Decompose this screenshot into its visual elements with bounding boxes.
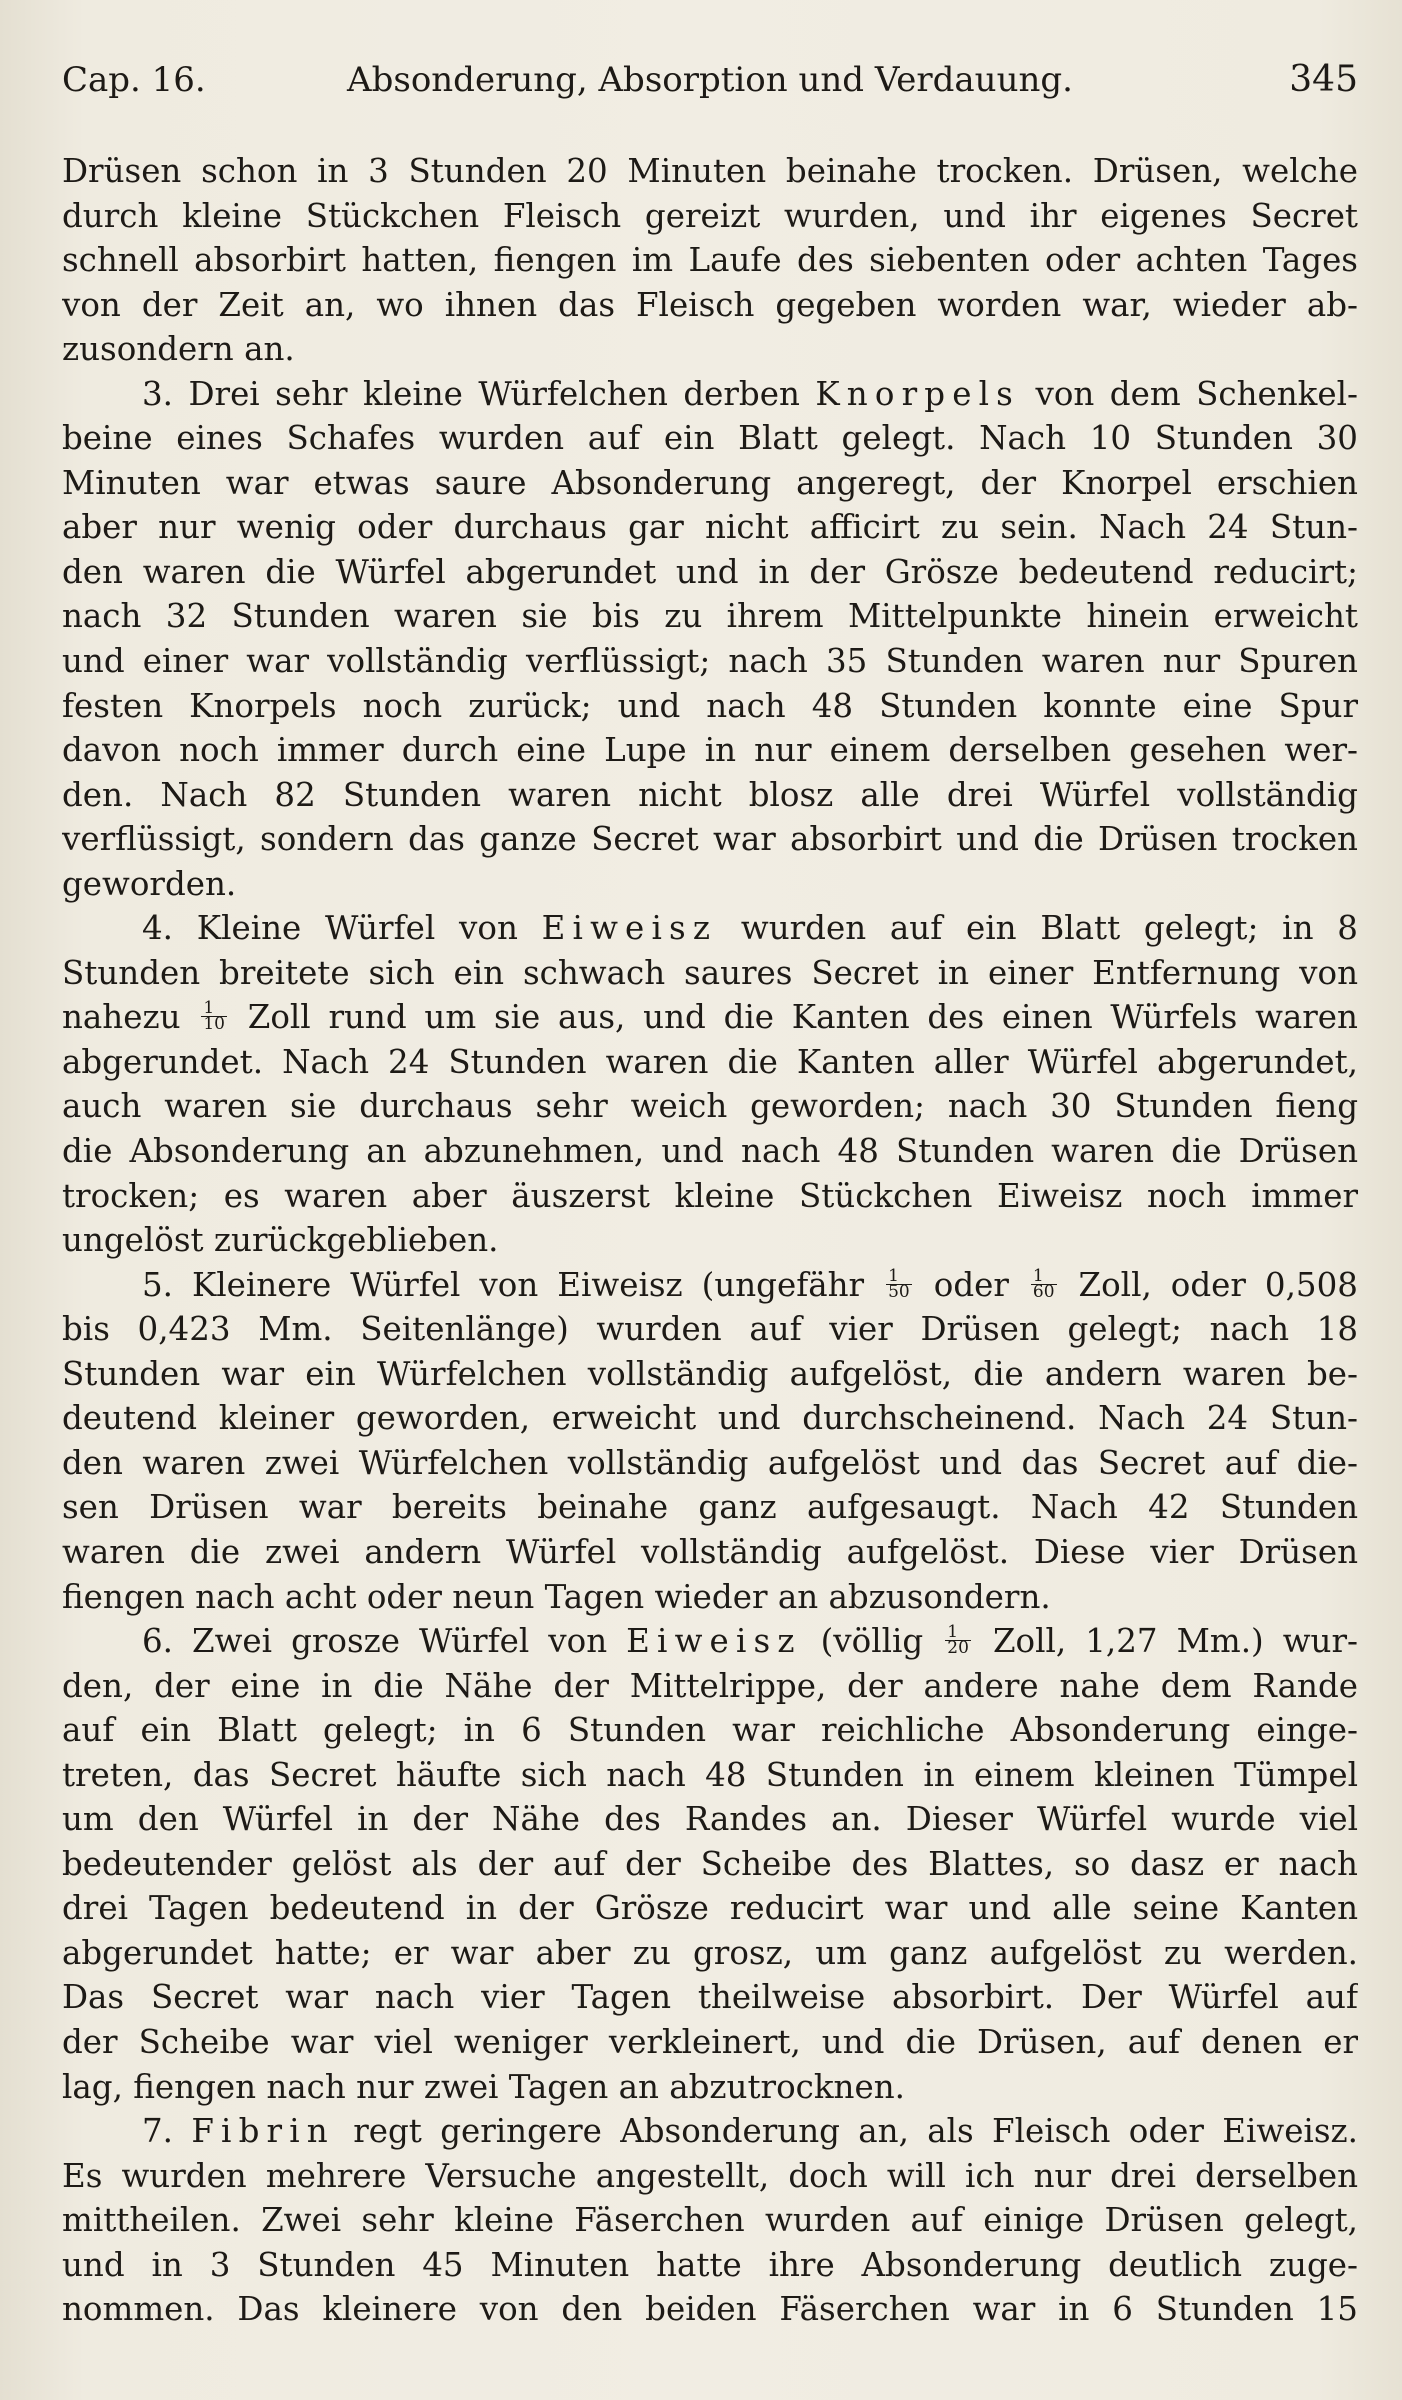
text-span: (völlig bbox=[820, 1622, 924, 1661]
text-span: 4. Kleine Würfel von bbox=[142, 909, 518, 948]
text-span: 3. Drei sehr kleine Würfelchen derben bbox=[142, 374, 800, 413]
running-head bbox=[62, 56, 1358, 104]
text-line bbox=[62, 372, 1358, 417]
text-line bbox=[62, 995, 1358, 1040]
fraction-one-fiftieth bbox=[886, 1265, 912, 1302]
text-line: verflüssigt, sondern das ganze Secret war absorbirt und die Drüsen trocken bbox=[62, 820, 1358, 859]
text-line: mittheilen. Zwei sehr kleine Fäserchen wurden auf einige Drüsen gelegt, bbox=[62, 2201, 1358, 2240]
text-line: abgerundet hatte; er war aber zu grosz, um ganz aufgelöst zu werden. bbox=[62, 1933, 1358, 1972]
fraction-one-sixtieth bbox=[1031, 1265, 1057, 1302]
text-line: beine eines Schafes wurden auf ein Blatt gelegt. Nach 10 Stunden 30 bbox=[62, 419, 1358, 458]
page-number: 345 bbox=[1289, 59, 1358, 100]
spaced-term-eiweisz: Eiweisz bbox=[541, 909, 718, 948]
text-span: 7. bbox=[142, 2112, 174, 2151]
text-span: 5. Kleinere Würfel von Eiweisz (ungefähr bbox=[142, 1265, 865, 1304]
text-line: schnell absorbirt hatten, fiengen im Laufe des siebenten oder achten Tages bbox=[62, 241, 1358, 280]
text-line bbox=[62, 2109, 1358, 2154]
spaced-term-fibrin: Fibrin bbox=[191, 2112, 335, 2151]
running-title: Absonderung, Absorption und Verdauung. bbox=[347, 60, 1073, 100]
fraction-numerator: 1 bbox=[1031, 1269, 1057, 1285]
text-span: Zoll, oder 0,508 bbox=[1078, 1265, 1358, 1304]
text-line: um den Würfel in der Nähe des Randes an. Dieser Würfel wurde viel bbox=[62, 1800, 1358, 1839]
text-line: geworden. bbox=[62, 864, 237, 903]
text-line bbox=[62, 906, 1358, 951]
text-line: bedeutender gelöst als der auf der Scheibe des Blattes, so dasz er nach bbox=[62, 1844, 1358, 1883]
fraction-one-twentieth bbox=[945, 1622, 971, 1659]
text-line: drei Tagen bedeutend in der Grösze reducirt war und alle seine Kanten bbox=[62, 1889, 1358, 1928]
text-line: den. Nach 82 Stunden waren nicht blosz alle drei Würfel vollständig bbox=[62, 775, 1358, 814]
text-line: abgerundet. Nach 24 Stunden waren die Kanten aller Würfel abgerundet, bbox=[62, 1042, 1358, 1081]
text-line: Das Secret war nach vier Tagen theilweise absorbirt. Der Würfel auf bbox=[62, 1978, 1358, 2017]
text-span: Zoll, 1,27 Mm.) wur- bbox=[992, 1622, 1358, 1661]
text-line: Drüsen schon in 3 Stunden 20 Minuten beinahe trocken. Drüsen, welche bbox=[62, 152, 1358, 190]
text-line: ungelöst zurückgeblieben. bbox=[62, 1221, 499, 1260]
fraction-numerator: 1 bbox=[201, 1001, 227, 1017]
spaced-term-eiweisz: Eiweisz bbox=[626, 1622, 802, 1661]
chapter-label: Cap. 16. bbox=[62, 60, 206, 100]
text-line: und in 3 Stunden 45 Minuten hatte ihre Absonderung deutlich zuge- bbox=[62, 2245, 1358, 2284]
text-line: treten, das Secret häufte sich nach 48 Stunden in einem kleinen Tümpel bbox=[62, 1755, 1358, 1794]
text-line: von der Zeit an, wo ihnen das Fleisch gegeben worden war, wieder ab- bbox=[62, 285, 1358, 324]
text-line: festen Knorpels noch zurück; und nach 48 Stunden konnte eine Spur bbox=[62, 686, 1358, 725]
text-line bbox=[62, 1263, 1358, 1308]
text-line: den waren die Würfel abgerundet und in der Grösze bedeutend reducirt; bbox=[62, 552, 1358, 591]
text-line: zusondern an. bbox=[62, 330, 295, 369]
text-span: Zoll rund um sie aus, und die Kanten des einen Würfels waren bbox=[247, 998, 1358, 1037]
text-line: der Scheibe war viel weniger verkleinert, und die Drüsen, auf denen er bbox=[62, 2022, 1358, 2061]
text-span: regt geringere Absonderung an, als Fleisch oder Eiweisz. bbox=[353, 2112, 1358, 2151]
fraction-numerator: 1 bbox=[886, 1269, 912, 1285]
text-line: trocken; es waren aber äuszerst kleine Stückchen Eiweisz noch immer bbox=[62, 1176, 1358, 1215]
text-line: Stunden breitete sich ein schwach saures Secret in einer Entfernung von bbox=[62, 953, 1358, 992]
text-line: und einer war vollständig verflüssigt; nach 35 Stunden waren nur Spuren bbox=[62, 642, 1358, 681]
text-span: oder bbox=[933, 1265, 1009, 1304]
text-line: bis 0,423 Mm. Seitenlänge) wurden auf vier Drüsen gelegt; nach 18 bbox=[62, 1310, 1358, 1349]
text-line: Minuten war etwas saure Absonderung angeregt, der Knorpel erschien bbox=[62, 463, 1358, 502]
text-line: lag, fiengen nach nur zwei Tagen an abzutrocknen. bbox=[62, 2067, 905, 2106]
text-line: die Absonderung an abzunehmen, und nach 48 Stunden waren die Drüsen bbox=[62, 1132, 1358, 1171]
text-line: Stunden war ein Würfelchen vollständig aufgelöst, die andern waren be- bbox=[62, 1354, 1358, 1393]
fraction-denominator: 10 bbox=[203, 1014, 225, 1035]
fraction-numerator: 1 bbox=[945, 1625, 971, 1641]
text-line: sen Drüsen war bereits beinahe ganz aufgesaugt. Nach 42 Stunden bbox=[62, 1488, 1358, 1527]
text-line: waren die zwei andern Würfel vollständig aufgelöst. Diese vier Drüsen bbox=[62, 1532, 1358, 1571]
text-line: auf ein Blatt gelegt; in 6 Stunden war reichliche Absonderung einge- bbox=[62, 1711, 1358, 1750]
fraction-one-tenth bbox=[201, 998, 227, 1035]
text-span: 6. Zwei grosze Würfel von bbox=[142, 1622, 608, 1661]
text-line: den, der eine in die Nähe der Mittelrippe, der andere nahe dem Rande bbox=[62, 1666, 1358, 1705]
text-line: davon noch immer durch eine Lupe in nur einem derselben gesehen wer- bbox=[62, 731, 1358, 770]
text-line: auch waren sie durchaus sehr weich geworden; nach 30 Stunden fieng bbox=[62, 1087, 1358, 1126]
text-line: fiengen nach acht oder neun Tagen wieder an abzusondern. bbox=[62, 1577, 1051, 1616]
text-line: aber nur wenig oder durchaus gar nicht afficirt zu sein. Nach 24 Stun- bbox=[62, 508, 1358, 547]
text-span: nahezu bbox=[62, 998, 181, 1037]
fraction-denominator: 50 bbox=[888, 1281, 910, 1302]
fraction-denominator: 20 bbox=[947, 1638, 969, 1659]
text-line: deutend kleiner geworden, erweicht und durchscheinend. Nach 24 Stun- bbox=[62, 1399, 1358, 1438]
spaced-term-knorpel: Knorpels bbox=[815, 374, 1020, 413]
text-span: von dem Schenkel- bbox=[1035, 374, 1358, 413]
text-line: nommen. Das kleinere von den beiden Fäserchen war in 6 Stunden 15 bbox=[62, 2290, 1358, 2329]
text-line: Es wurden mehrere Versuche angestellt, doch will ich nur drei derselben bbox=[62, 2156, 1358, 2195]
fraction-denominator: 60 bbox=[1032, 1281, 1055, 1302]
body-text bbox=[62, 149, 1358, 2332]
text-line: den waren zwei Würfelchen vollständig aufgelöst und das Secret auf die- bbox=[62, 1443, 1358, 1482]
text-line: nach 32 Stunden waren sie bis zu ihrem Mittelpunkte hinein erweicht bbox=[62, 597, 1358, 636]
text-line: durch kleine Stückchen Fleisch gereizt wurden, und ihr eigenes Secret bbox=[62, 196, 1358, 235]
text-span: wurden auf ein Blatt gelegt; in 8 bbox=[740, 909, 1358, 948]
text-line bbox=[62, 1619, 1358, 1664]
